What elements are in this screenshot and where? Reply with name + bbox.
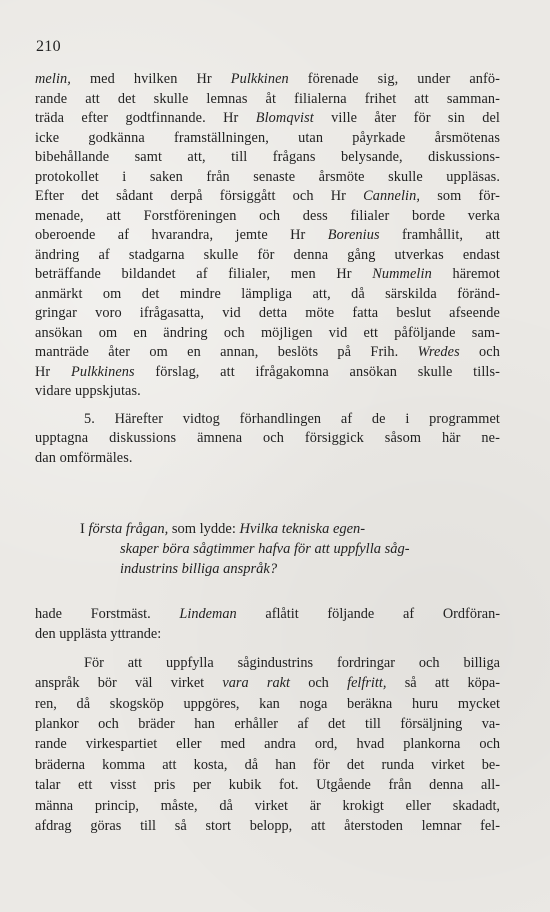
text-segment: dan omförmäles. [35, 449, 133, 466]
text-segment: oberoende af hvarandra, jemte Hr [35, 227, 328, 243]
text-segment: den upplästa yttrande: [35, 626, 162, 643]
italic-text-segment: Hvilka tekniska egen- [239, 521, 366, 537]
text-line [35, 265, 500, 285]
text-line [35, 410, 500, 430]
page-number: 210 [36, 38, 61, 55]
text-line [80, 539, 485, 559]
text-line [35, 207, 500, 227]
paragraph-spacer [35, 402, 500, 410]
text-line [35, 429, 500, 449]
text-segment: menade, att Forstföreningen och dess filialer borde verka [35, 207, 500, 224]
text-segment: upptagna diskussions ämnena och försiggick såsom här ne- [35, 430, 500, 446]
text-segment: aflåtit följande af Ordföran- [236, 606, 500, 622]
text-line [80, 519, 485, 539]
text-line [35, 449, 500, 469]
paragraph-2 [35, 410, 500, 469]
text-segment: förslag, att ifrågakomna ansökan skulle tills- [134, 363, 500, 380]
text-segment: rande virkespartiet eller med andra ord, hvad plankorna och [35, 736, 500, 753]
text-line [35, 363, 500, 383]
paragraph-4 [35, 653, 500, 837]
text-line [35, 168, 500, 188]
text-line [35, 694, 500, 714]
text-segment: bräderna komma att kosta, då han för det runda virket be- [35, 756, 500, 773]
answer-text [35, 604, 500, 836]
italic-text-segment: felfritt, [347, 675, 387, 692]
text-segment: med hvilken Hr [70, 71, 231, 87]
italic-text-segment: Wredes [417, 344, 460, 360]
text-line [35, 70, 500, 90]
text-line [35, 187, 500, 207]
text-line [35, 246, 500, 266]
italic-text-segment: Borenius [327, 227, 380, 243]
text-segment: och [459, 344, 500, 360]
text-line [35, 324, 500, 344]
text-line [35, 304, 500, 324]
question-text [80, 519, 485, 579]
text-segment: gringar voro ifrågasatta, vid detta möte fatta beslut afseende [35, 305, 500, 321]
text-segment: I [80, 521, 89, 537]
text-segment: männa princip, måste, då virket är krokigt eller skadadt, [35, 797, 500, 814]
italic-text-segment: Nummelin [372, 266, 432, 282]
italic-text-segment: vara rakt [222, 675, 290, 692]
text-line [35, 734, 500, 754]
text-line [80, 559, 485, 579]
text-line [35, 755, 500, 775]
paragraph-3 [35, 604, 500, 645]
text-segment: häremot [431, 266, 500, 282]
text-line [35, 90, 500, 110]
italic-text-segment: Cannelin, [363, 188, 421, 204]
text-line [35, 148, 500, 168]
italic-text-segment: Pulkkinens [70, 363, 135, 380]
text-line [35, 129, 500, 149]
text-segment: Hr [35, 363, 71, 380]
text-segment: plankor och bräder han erhåller af det till försäljning va- [35, 716, 500, 733]
text-line [35, 796, 500, 816]
main-text [35, 70, 500, 468]
text-segment: träda efter godtfinnande. Hr [35, 110, 256, 126]
text-segment: hade Forstmäst. [35, 606, 180, 622]
text-line [35, 343, 500, 363]
italic-text-segment: skaper böra sågtimmer hafva för att uppfylla såg- [120, 541, 410, 557]
text-line [35, 714, 500, 734]
text-segment: ändring af stadgarna skulle för denna gång utverkas endast [35, 246, 500, 263]
italic-text-segment: Pulkkinen [230, 71, 289, 87]
text-segment: manträde åter om en annan, beslöts på Frih. [35, 344, 418, 360]
paragraph-spacer [35, 645, 500, 653]
text-line [35, 604, 500, 624]
text-segment: beträffande bildandet af filialer, men Hr [35, 266, 373, 282]
italic-text-segment: Blomqvist [255, 110, 314, 126]
text-segment: ren, då skogsköp uppgöres, kan noga beräkna huru mycket [35, 695, 500, 712]
text-line [35, 226, 500, 246]
text-segment: och [289, 675, 348, 692]
text-segment: anspråk bör väl virket [35, 675, 223, 692]
text-segment: så att köpa- [386, 675, 500, 692]
text-segment: framhållit, att [379, 227, 501, 243]
text-segment: förenade sig, under anfö- [288, 71, 500, 87]
text-segment: För att uppfylla sågindustrins fordringar och billiga [84, 654, 500, 671]
text-segment: icke godkänna framställningen, utan påyrkade årsmötenas [35, 129, 500, 146]
text-segment: rande att det skulle lemnas åt filialerna frihet att samman- [35, 90, 500, 107]
text-segment: afdrag göras till så stort belopp, att återstoden lemnar fel- [35, 818, 500, 835]
text-line [35, 109, 500, 129]
text-segment: ansökan om en ändring och möjligen vid ett påföljande sam- [35, 324, 500, 341]
text-segment: 5. Härefter vidtog förhandlingen af de i programmet [84, 410, 500, 427]
paragraph-1 [35, 70, 500, 402]
text-line [35, 775, 500, 795]
text-segment: bibehållande samt att, till frågans belysande, diskussions- [35, 149, 500, 165]
text-segment: ville åter för sin del [313, 110, 500, 126]
text-segment: talar ett visst pris per kubik fot. Utgående från denna all- [35, 777, 500, 794]
italic-text-segment: industrins billiga anspråk? [120, 561, 278, 577]
text-line [35, 816, 500, 836]
discussion-question [80, 519, 485, 579]
text-segment: som lydde: [168, 521, 240, 537]
italic-text-segment: melin, [35, 71, 71, 87]
text-line [35, 673, 500, 693]
text-line [35, 624, 500, 644]
italic-text-segment: Lindeman [179, 606, 237, 622]
text-line [35, 382, 500, 402]
text-segment: anmärkt om det mindre lämpliga att, då särskilda föränd- [35, 285, 500, 302]
text-segment: vidare uppskjutas. [35, 383, 141, 399]
text-line [35, 653, 500, 673]
text-line [35, 285, 500, 305]
text-segment: Efter det sådant derpå försiggått och Hr [35, 188, 364, 204]
text-segment: protokollet i saken från senaste årsmöte skulle uppläsas. [35, 168, 500, 185]
text-segment: som för- [420, 188, 501, 204]
italic-text-segment: första frågan, [88, 521, 169, 537]
